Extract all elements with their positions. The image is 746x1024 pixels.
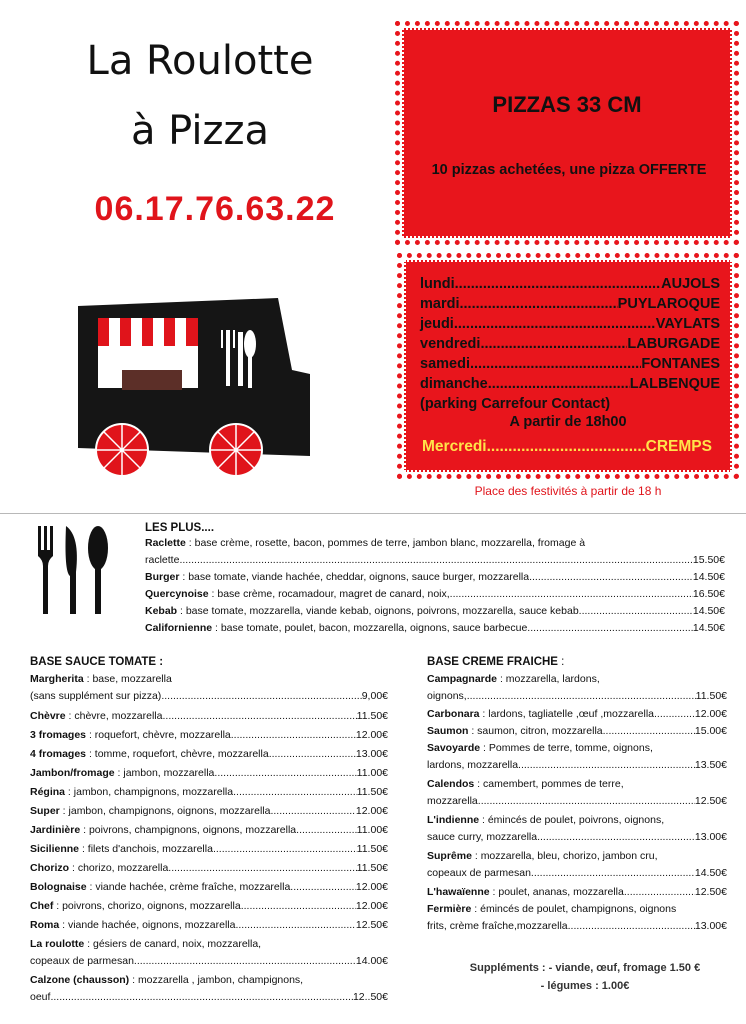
price: 12..50€ <box>352 991 388 1003</box>
menu-item: Régina : jambon, champignons, mozzarella ..... 11.50€ <box>30 784 388 801</box>
menu-item: Bolognaise : viande hachée, crème fraîche, mozzarella ..... 12.00€ <box>30 879 388 896</box>
price: 14.50€ <box>694 867 727 879</box>
truck-awning-icon <box>98 318 198 390</box>
price: 15.50€ <box>692 554 725 566</box>
menu-item: Margherita : base, mozzarella (sans supplément sur pizza) ..... 9,00€ <box>30 671 388 705</box>
menu-item: Californienne : base tomate, poulet, bacon, mozzarella, oignons, sauce barbecue ..... 14.50€ <box>145 620 725 637</box>
promo-title: PIZZAS 33 CM <box>492 92 642 117</box>
menu-item: Chorizo : chorizo, mozzarella ..... 11.50€ <box>30 860 388 877</box>
menu-item: L'indienne : émincés de poulet, poivrons, oignons, sauce curry, mozzarella ..... 13.00€ <box>427 812 727 846</box>
section-title-les-plus: LES PLUS.... <box>145 522 215 534</box>
price: 11.50€ <box>356 786 388 798</box>
price: 16.50€ <box>692 588 725 600</box>
menu-item: Chèvre : chèvre, mozzarella ..... 11.50€ <box>30 708 388 725</box>
menu-item: Kebab : base tomate, mozzarella, viande kebab, oignons, poivrons, mozzarella, sauce kebab ..... 14.50€ <box>145 603 725 620</box>
price: 14.50€ <box>692 571 725 583</box>
brand-name-line1: La Roulotte <box>86 38 314 84</box>
section-divider <box>0 513 746 514</box>
price: 11.50€ <box>356 710 388 722</box>
menu-item: Chef : poivrons, chorizo, oignons, mozzarella ..... 12.00€ <box>30 898 388 915</box>
brand-name-line2: à Pizza <box>130 108 270 154</box>
price: 13.00€ <box>694 920 727 932</box>
supplements-line1: Suppléments : - viande, œuf, fromage 1.50 € <box>469 962 701 974</box>
menu-item: Savoyarde : Pommes de terre, tomme, oignons, lardons, mozzarella ..... 13.50€ <box>427 740 727 774</box>
price: 13.50€ <box>694 759 727 771</box>
price: 11.50€ <box>356 862 388 874</box>
wednesday-note: Place des festivités à partir de 18 h <box>474 484 662 498</box>
promo-offer: 10 pizzas achetées, une pizza OFFERTE <box>431 162 707 178</box>
schedule-row <box>420 374 720 394</box>
price: 12.50€ <box>694 886 727 898</box>
price: 12.00€ <box>694 708 727 720</box>
price: 13.00€ <box>355 748 388 760</box>
menu-item: Raclette : base crème, rosette, bacon, pommes de terre, jambon blanc, mozzarella, fromage à raclette ..... 15.50€ <box>145 535 725 569</box>
schedule-row <box>420 334 720 354</box>
schedule-wednesday-place: CREMPS <box>645 438 712 455</box>
price: 14.50€ <box>692 622 725 634</box>
schedule-row <box>420 274 720 294</box>
menu-item: Fermière : émincés de poulet, champignons, oignons frits, crème fraîche,mozzarella ..... 13.00€ <box>427 901 727 935</box>
menu-item: Saumon : saumon, citron, mozzarella ..... 15.00€ <box>427 723 727 740</box>
price: 13.00€ <box>694 831 727 843</box>
price: 12.50€ <box>355 919 388 931</box>
schedule-row <box>420 354 720 374</box>
menu-item: L'hawaïenne : poulet, ananas, mozzarella ..... 12.50€ <box>427 884 727 901</box>
menu-item: Calendos : camembert, pommes de terre, mozzarella ..... 12.50€ <box>427 776 727 810</box>
menu-item: Super : jambon, champignons, oignons, mozzarella ..... 12.00€ <box>30 803 388 820</box>
menu-item: Roma : viande hachée, oignons, mozzarella ..... 12.50€ <box>30 917 388 934</box>
price: 11.00€ <box>356 824 388 836</box>
schedule-place: LALBENQUE <box>629 376 720 392</box>
price: 15.00€ <box>694 725 727 737</box>
schedule-day: vendredi <box>420 336 481 352</box>
menu-item: Burger : base tomate, viande hachée, cheddar, oignons, sauce burger, mozzarella ..... 14.50€ <box>145 569 725 586</box>
truck-wheel-icon <box>96 424 148 476</box>
schedule-card <box>404 260 732 472</box>
promo-card <box>402 28 732 238</box>
schedule-day: mardi <box>420 296 460 312</box>
schedule-row <box>420 314 720 334</box>
schedule-place: FONTANES <box>641 356 720 372</box>
price: 14.00€ <box>355 955 388 967</box>
schedule-wednesday-day: Mercredi <box>422 438 487 455</box>
menu-item: Sicilienne : filets d'anchois, mozzarella ..... 11.50€ <box>30 841 388 858</box>
schedule-place: VAYLATS <box>655 316 720 332</box>
price: 12.50€ <box>694 795 727 807</box>
food-truck-illustration <box>78 290 378 480</box>
price: 9,00€ <box>361 690 388 702</box>
menu-item: Carbonara : lardons, tagliatelle ,œuf ,mozzarella ..... 12.00€ <box>427 706 727 723</box>
price: 14.50€ <box>692 605 725 617</box>
menu-item: Jambon/fromage : jambon, mozzarella ..... 11.00€ <box>30 765 388 782</box>
section-title-tomate: BASE SAUCE TOMATE : <box>30 656 164 668</box>
price: 12.00€ <box>355 729 388 741</box>
price: 12.00€ <box>355 900 388 912</box>
price: 11.50€ <box>695 690 727 702</box>
section-title-creme: BASE CREME FRAICHE : <box>427 656 565 668</box>
schedule-day: jeudi <box>420 316 454 332</box>
price: 11.50€ <box>356 843 388 855</box>
schedule-place: LABURGADE <box>627 336 720 352</box>
schedule-start-time: A partir de 18h00 <box>509 414 627 430</box>
menu-item: Quercynoise : base crème, rocamadour, magret de canard, noix, ..... 16.50€ <box>145 586 725 603</box>
schedule-place: PUYLAROQUE <box>617 296 720 312</box>
menu-item: Jardinière : poivrons, champignons, oignons, mozzarella ..... 11.00€ <box>30 822 388 839</box>
menu-item: Campagnarde : mozzarella, lardons, oignons, ..... 11.50€ <box>427 671 727 705</box>
cutlery-icon <box>36 526 112 616</box>
truck-cutlery-icon <box>221 330 256 388</box>
truck-wheel-icon <box>210 424 262 476</box>
phone-number[interactable]: 06.17.76.63.22 <box>94 190 336 228</box>
menu-item: Calzone (chausson) : mozzarella , jambon, champignons, oeuf ..... 12..50€ <box>30 972 388 1006</box>
price: 12.00€ <box>355 881 388 893</box>
price: 11.00€ <box>356 767 388 779</box>
schedule-parking-note: (parking Carrefour Contact) <box>420 396 611 412</box>
supplements-line2: - légumes : 1.00€ <box>540 980 630 992</box>
schedule-row <box>420 294 720 314</box>
schedule-day: dimanche <box>420 376 488 392</box>
price: 12.00€ <box>355 805 388 817</box>
schedule-wednesday <box>422 438 712 456</box>
schedule-day: samedi <box>420 356 470 372</box>
menu-item: 3 fromages : roquefort, chèvre, mozzarella ..... 12.00€ <box>30 727 388 744</box>
schedule-day: lundi <box>420 276 455 292</box>
menu-item: Suprême : mozzarella, bleu, chorizo, jambon cru, copeaux de parmesan ..... 14.50€ <box>427 848 727 882</box>
schedule-place: AUJOLS <box>661 276 720 292</box>
menu-item: 4 fromages : tomme, roquefort, chèvre, mozzarella ..... 13.00€ <box>30 746 388 763</box>
menu-item: La roulotte : gésiers de canard, noix, mozzarella, copeaux de parmesan ..... 14.00€ <box>30 936 388 970</box>
